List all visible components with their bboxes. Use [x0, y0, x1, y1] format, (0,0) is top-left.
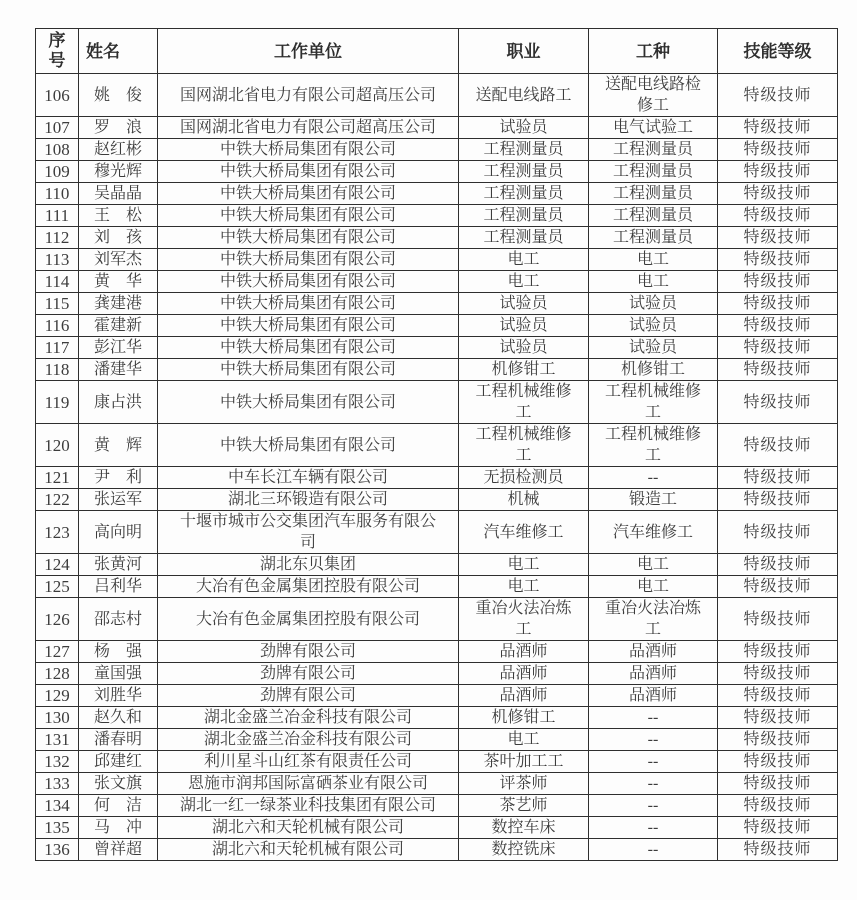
- cell-trade: 品酒师: [589, 641, 718, 663]
- cell-occupation: 电工: [459, 271, 589, 293]
- cell-name: 穆光辉: [79, 161, 158, 183]
- table-row: [36, 729, 838, 751]
- cell-serial-number: 119: [36, 381, 79, 424]
- cell-skill-level: 特级技师: [718, 381, 838, 424]
- cell-serial-number: 132: [36, 751, 79, 773]
- cell-occupation: 工程测量员: [459, 161, 589, 183]
- cell-name: 尹 利: [79, 467, 158, 489]
- cell-skill-level: 特级技师: [718, 773, 838, 795]
- cell-occupation: 工程机械维修工: [459, 424, 589, 467]
- cell-serial-number: 133: [36, 773, 79, 795]
- cell-skill-level: 特级技师: [718, 337, 838, 359]
- cell-trade: 工程测量员: [589, 183, 718, 205]
- cell-skill-level: 特级技师: [718, 227, 838, 249]
- cell-name: 张运军: [79, 489, 158, 511]
- table-row: [36, 685, 838, 707]
- cell-work-unit: 中铁大桥局集团有限公司: [158, 271, 459, 293]
- cell-name: 赵久和: [79, 707, 158, 729]
- cell-work-unit: 劲牌有限公司: [158, 663, 459, 685]
- header-trade: 工种: [589, 29, 718, 74]
- cell-work-unit: 湖北三环锻造有限公司: [158, 489, 459, 511]
- cell-work-unit: 利川星斗山红茶有限责任公司: [158, 751, 459, 773]
- cell-trade: 工程机械维修工: [589, 381, 718, 424]
- cell-occupation: 重冶火法冶炼工: [459, 598, 589, 641]
- cell-name: 吴晶晶: [79, 183, 158, 205]
- table-row: [36, 74, 838, 117]
- table-row: [36, 183, 838, 205]
- cell-name: 姚 俊: [79, 74, 158, 117]
- cell-trade: 机修钳工: [589, 359, 718, 381]
- cell-occupation: 茶叶加工工: [459, 751, 589, 773]
- cell-work-unit: 湖北一红一绿茶业科技集团有限公司: [158, 795, 459, 817]
- cell-name: 潘建华: [79, 359, 158, 381]
- cell-work-unit: 中车长江车辆有限公司: [158, 467, 459, 489]
- cell-skill-level: 特级技师: [718, 817, 838, 839]
- cell-skill-level: 特级技师: [718, 554, 838, 576]
- cell-work-unit: 中铁大桥局集团有限公司: [158, 205, 459, 227]
- cell-work-unit: 国网湖北省电力有限公司超高压公司: [158, 74, 459, 117]
- cell-occupation: 试验员: [459, 117, 589, 139]
- cell-trade: 工程测量员: [589, 227, 718, 249]
- cell-serial-number: 122: [36, 489, 79, 511]
- cell-trade: 汽车维修工: [589, 511, 718, 554]
- cell-skill-level: 特级技师: [718, 751, 838, 773]
- cell-work-unit: 中铁大桥局集团有限公司: [158, 183, 459, 205]
- table-row: [36, 381, 838, 424]
- cell-trade: 品酒师: [589, 685, 718, 707]
- table-row: [36, 359, 838, 381]
- cell-serial-number: 106: [36, 74, 79, 117]
- cell-skill-level: 特级技师: [718, 117, 838, 139]
- cell-occupation: 数控车床: [459, 817, 589, 839]
- cell-name: 童国强: [79, 663, 158, 685]
- cell-trade: 锻造工: [589, 489, 718, 511]
- table-row: [36, 205, 838, 227]
- cell-trade: 电工: [589, 271, 718, 293]
- cell-skill-level: 特级技师: [718, 205, 838, 227]
- table-row: [36, 249, 838, 271]
- cell-serial-number: 123: [36, 511, 79, 554]
- cell-name: 康占洪: [79, 381, 158, 424]
- cell-skill-level: 特级技师: [718, 249, 838, 271]
- cell-name: 彭江华: [79, 337, 158, 359]
- cell-name: 黄 华: [79, 271, 158, 293]
- cell-serial-number: 114: [36, 271, 79, 293]
- cell-skill-level: 特级技师: [718, 74, 838, 117]
- cell-occupation: 工程测量员: [459, 227, 589, 249]
- cell-work-unit: 中铁大桥局集团有限公司: [158, 249, 459, 271]
- cell-serial-number: 124: [36, 554, 79, 576]
- cell-occupation: 工程机械维修工: [459, 381, 589, 424]
- cell-occupation: 无损检测员: [459, 467, 589, 489]
- cell-occupation: 试验员: [459, 293, 589, 315]
- table-row: [36, 271, 838, 293]
- cell-serial-number: 115: [36, 293, 79, 315]
- cell-skill-level: 特级技师: [718, 663, 838, 685]
- table-row: [36, 576, 838, 598]
- table-row: [36, 424, 838, 467]
- table-row: [36, 554, 838, 576]
- cell-occupation: 评茶师: [459, 773, 589, 795]
- cell-name: 刘军杰: [79, 249, 158, 271]
- cell-work-unit: 湖北六和天轮机械有限公司: [158, 817, 459, 839]
- table-row: [36, 773, 838, 795]
- table-row: [36, 598, 838, 641]
- cell-skill-level: 特级技师: [718, 183, 838, 205]
- cell-serial-number: 125: [36, 576, 79, 598]
- cell-work-unit: 湖北金盛兰冶金科技有限公司: [158, 729, 459, 751]
- cell-serial-number: 113: [36, 249, 79, 271]
- cell-work-unit: 湖北东贝集团: [158, 554, 459, 576]
- header-serial-number: [36, 29, 79, 74]
- cell-occupation: 茶艺师: [459, 795, 589, 817]
- table-row: [36, 489, 838, 511]
- cell-work-unit: 中铁大桥局集团有限公司: [158, 359, 459, 381]
- cell-trade: --: [589, 773, 718, 795]
- cell-name: 潘春明: [79, 729, 158, 751]
- table-row: [36, 337, 838, 359]
- header-row: [36, 29, 838, 74]
- table-row: [36, 293, 838, 315]
- cell-trade: --: [589, 467, 718, 489]
- cell-work-unit: 湖北金盛兰冶金科技有限公司: [158, 707, 459, 729]
- cell-work-unit: 恩施市润邦国际富硒茶业有限公司: [158, 773, 459, 795]
- cell-serial-number: 118: [36, 359, 79, 381]
- cell-name: 马 冲: [79, 817, 158, 839]
- cell-trade: 工程测量员: [589, 161, 718, 183]
- cell-work-unit: 劲牌有限公司: [158, 685, 459, 707]
- cell-name: 罗 浪: [79, 117, 158, 139]
- cell-skill-level: 特级技师: [718, 489, 838, 511]
- cell-name: 张黄河: [79, 554, 158, 576]
- cell-trade: 电工: [589, 249, 718, 271]
- cell-serial-number: 121: [36, 467, 79, 489]
- table-row: [36, 467, 838, 489]
- cell-serial-number: 111: [36, 205, 79, 227]
- cell-work-unit: 大冶有色金属集团控股有限公司: [158, 576, 459, 598]
- cell-serial-number: 126: [36, 598, 79, 641]
- cell-work-unit: 大冶有色金属集团控股有限公司: [158, 598, 459, 641]
- cell-name: 霍建新: [79, 315, 158, 337]
- cell-skill-level: 特级技师: [718, 271, 838, 293]
- cell-serial-number: 117: [36, 337, 79, 359]
- cell-occupation: 品酒师: [459, 685, 589, 707]
- cell-name: 张文旗: [79, 773, 158, 795]
- cell-work-unit: 中铁大桥局集团有限公司: [158, 293, 459, 315]
- cell-serial-number: 128: [36, 663, 79, 685]
- cell-skill-level: 特级技师: [718, 598, 838, 641]
- cell-work-unit: 中铁大桥局集团有限公司: [158, 161, 459, 183]
- cell-name: 黄 辉: [79, 424, 158, 467]
- cell-serial-number: 135: [36, 817, 79, 839]
- table-row: [36, 751, 838, 773]
- cell-trade: --: [589, 795, 718, 817]
- cell-trade: --: [589, 839, 718, 861]
- table-row: [36, 839, 838, 861]
- cell-serial-number: 109: [36, 161, 79, 183]
- cell-occupation: 工程测量员: [459, 139, 589, 161]
- cell-work-unit: 中铁大桥局集团有限公司: [158, 227, 459, 249]
- cell-name: 邱建红: [79, 751, 158, 773]
- cell-name: 曾祥超: [79, 839, 158, 861]
- cell-trade: 电气试验工: [589, 117, 718, 139]
- cell-name: 何 洁: [79, 795, 158, 817]
- cell-work-unit: 湖北六和天轮机械有限公司: [158, 839, 459, 861]
- cell-name: 刘 孩: [79, 227, 158, 249]
- table-row: [36, 707, 838, 729]
- table-row: [36, 817, 838, 839]
- cell-name: 吕利华: [79, 576, 158, 598]
- cell-serial-number: 127: [36, 641, 79, 663]
- cell-serial-number: 120: [36, 424, 79, 467]
- cell-work-unit: 十堰市城市公交集团汽车服务有限公司: [158, 511, 459, 554]
- table-row: [36, 139, 838, 161]
- cell-name: 刘胜华: [79, 685, 158, 707]
- cell-occupation: 送配电线路工: [459, 74, 589, 117]
- cell-serial-number: 130: [36, 707, 79, 729]
- cell-serial-number: 131: [36, 729, 79, 751]
- header-occupation: 职业: [459, 29, 589, 74]
- cell-occupation: 工程测量员: [459, 205, 589, 227]
- cell-name: 杨 强: [79, 641, 158, 663]
- table-row: [36, 511, 838, 554]
- cell-trade: 试验员: [589, 337, 718, 359]
- cell-trade: 电工: [589, 554, 718, 576]
- cell-skill-level: 特级技师: [718, 641, 838, 663]
- cell-skill-level: 特级技师: [718, 795, 838, 817]
- cell-work-unit: 中铁大桥局集团有限公司: [158, 139, 459, 161]
- header-name: 姓名: [79, 29, 158, 74]
- cell-work-unit: 中铁大桥局集团有限公司: [158, 381, 459, 424]
- cell-trade: 工程机械维修工: [589, 424, 718, 467]
- cell-serial-number: 129: [36, 685, 79, 707]
- table-row: [36, 795, 838, 817]
- table-row: [36, 663, 838, 685]
- cell-occupation: 机修钳工: [459, 359, 589, 381]
- cell-skill-level: 特级技师: [718, 707, 838, 729]
- cell-skill-level: 特级技师: [718, 359, 838, 381]
- table-row: [36, 227, 838, 249]
- cell-skill-level: 特级技师: [718, 729, 838, 751]
- cell-skill-level: 特级技师: [718, 511, 838, 554]
- cell-name: 王 松: [79, 205, 158, 227]
- cell-trade: 重冶火法冶炼工: [589, 598, 718, 641]
- cell-trade: --: [589, 729, 718, 751]
- header-serial-number-label: 序号: [48, 31, 66, 70]
- cell-serial-number: 112: [36, 227, 79, 249]
- cell-work-unit: 中铁大桥局集团有限公司: [158, 315, 459, 337]
- cell-occupation: 工程测量员: [459, 183, 589, 205]
- cell-trade: 电工: [589, 576, 718, 598]
- cell-serial-number: 110: [36, 183, 79, 205]
- table-row: [36, 161, 838, 183]
- cell-occupation: 品酒师: [459, 641, 589, 663]
- table-row: [36, 117, 838, 139]
- header-skill-level: 技能等级: [718, 29, 838, 74]
- cell-trade: 送配电线路检修工: [589, 74, 718, 117]
- cell-serial-number: 134: [36, 795, 79, 817]
- cell-trade: --: [589, 707, 718, 729]
- table-row: [36, 315, 838, 337]
- cell-skill-level: 特级技师: [718, 576, 838, 598]
- cell-trade: 工程测量员: [589, 205, 718, 227]
- cell-occupation: 机械: [459, 489, 589, 511]
- cell-skill-level: 特级技师: [718, 293, 838, 315]
- cell-occupation: 电工: [459, 576, 589, 598]
- cell-skill-level: 特级技师: [718, 685, 838, 707]
- cell-skill-level: 特级技师: [718, 467, 838, 489]
- cell-trade: 工程测量员: [589, 139, 718, 161]
- cell-occupation: 试验员: [459, 315, 589, 337]
- cell-name: 龚建港: [79, 293, 158, 315]
- cell-trade: 试验员: [589, 293, 718, 315]
- cell-skill-level: 特级技师: [718, 315, 838, 337]
- cell-serial-number: 107: [36, 117, 79, 139]
- cell-work-unit: 中铁大桥局集团有限公司: [158, 337, 459, 359]
- cell-serial-number: 136: [36, 839, 79, 861]
- cell-occupation: 电工: [459, 249, 589, 271]
- cell-skill-level: 特级技师: [718, 424, 838, 467]
- cell-occupation: 品酒师: [459, 663, 589, 685]
- cell-trade: 品酒师: [589, 663, 718, 685]
- cell-trade: --: [589, 817, 718, 839]
- cell-serial-number: 116: [36, 315, 79, 337]
- cell-name: 邵志村: [79, 598, 158, 641]
- table-row: [36, 641, 838, 663]
- cell-occupation: 电工: [459, 554, 589, 576]
- cell-work-unit: 中铁大桥局集团有限公司: [158, 424, 459, 467]
- cell-trade: 试验员: [589, 315, 718, 337]
- table-body: [36, 74, 838, 861]
- cell-occupation: 电工: [459, 729, 589, 751]
- header-work-unit: 工作单位: [158, 29, 459, 74]
- cell-occupation: 试验员: [459, 337, 589, 359]
- cell-occupation: 汽车维修工: [459, 511, 589, 554]
- cell-occupation: 数控铣床: [459, 839, 589, 861]
- cell-occupation: 机修钳工: [459, 707, 589, 729]
- cell-skill-level: 特级技师: [718, 139, 838, 161]
- cell-trade: --: [589, 751, 718, 773]
- cell-work-unit: 劲牌有限公司: [158, 641, 459, 663]
- cell-name: 高向明: [79, 511, 158, 554]
- cell-name: 赵红彬: [79, 139, 158, 161]
- cell-work-unit: 国网湖北省电力有限公司超高压公司: [158, 117, 459, 139]
- cell-skill-level: 特级技师: [718, 839, 838, 861]
- cell-skill-level: 特级技师: [718, 161, 838, 183]
- cell-serial-number: 108: [36, 139, 79, 161]
- skill-roster-table: [35, 28, 838, 861]
